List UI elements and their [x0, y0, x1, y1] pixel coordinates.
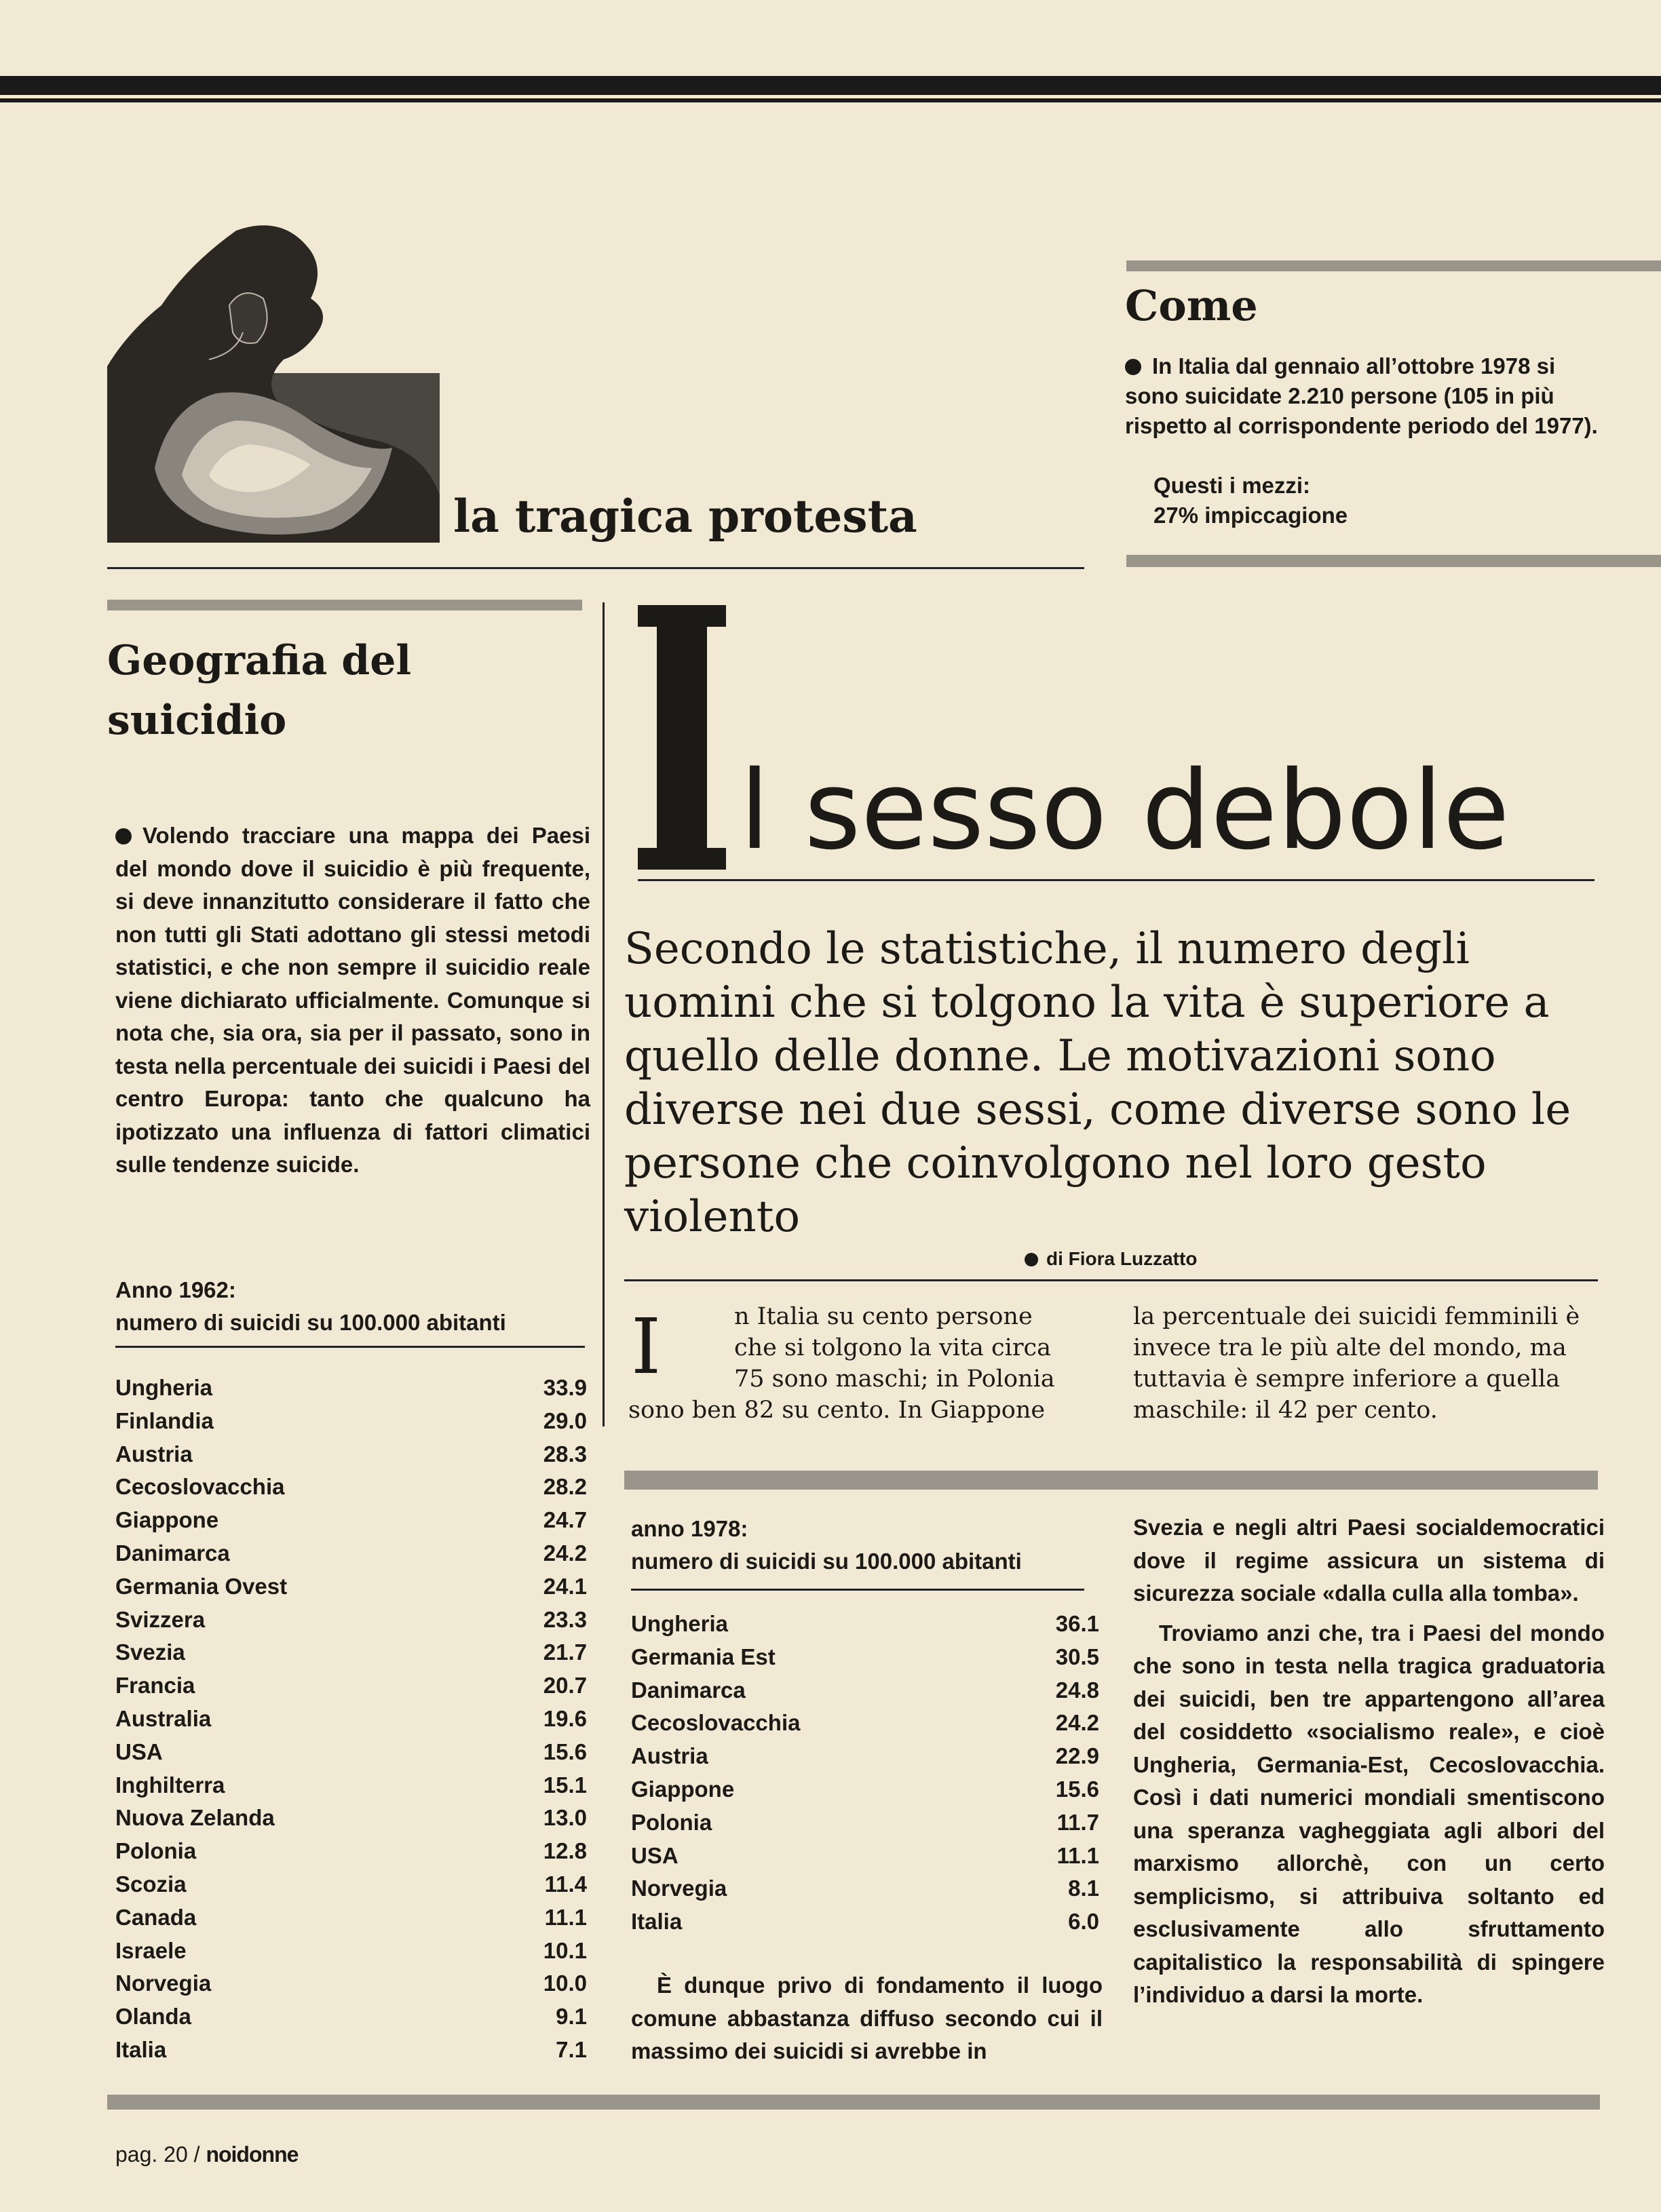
come-top-bar [1126, 260, 1661, 271]
table-row: Danimarca 24.8 [631, 1677, 1099, 1703]
table-row: Norvegia 8.1 [631, 1876, 1099, 1901]
table-row: Finlandia 29.0 [115, 1408, 587, 1433]
table-1962 [115, 1372, 587, 2067]
page-number: pag. 20 / [115, 2142, 200, 2167]
section-kicker: la tragica protesta [453, 490, 917, 543]
byline: di Fiora Luzzatto [1025, 1248, 1197, 1270]
table-row: Polonia 11.7 [631, 1809, 1099, 1835]
table-1978 [631, 1608, 1099, 1939]
right-column-text [1133, 1511, 1605, 2012]
table-row: Inghilterra 15.1 [115, 1772, 587, 1798]
table-row: Polonia 12.8 [115, 1838, 587, 1864]
byline-rule [624, 1279, 1598, 1281]
table-1978-rule [631, 1589, 1084, 1591]
body-paragraph-1: n Italia su cento persone che si tolgono la vita circa 75 sono maschi; in Polonia sono ben 82 su cento. In Giappone [628, 1303, 1055, 1424]
come-bottom-bar [1126, 555, 1661, 567]
top-rule-thin [0, 98, 1661, 102]
table-row: USA 15.6 [115, 1739, 587, 1764]
table-row: Austria 28.3 [115, 1441, 587, 1467]
table-1962-title: Anno 1962: numero di suicidi su 100.000 abitanti [115, 1277, 506, 1335]
table-row: Israele 10.1 [115, 1937, 587, 1963]
table-1962-rule [115, 1346, 585, 1348]
table-row: Italia 6.0 [631, 1909, 1099, 1935]
table-row: Australia 19.6 [115, 1705, 587, 1731]
table-row: Danimarca 24.2 [115, 1540, 587, 1566]
table-row: Olanda 9.1 [115, 2004, 587, 2030]
table-row: Giappone 15.6 [631, 1776, 1099, 1802]
table-row: Germania Ovest 24.1 [115, 1573, 587, 1599]
footer [115, 2142, 298, 2167]
come-sub: Questi i mezzi: 27% impiccagione [1153, 473, 1348, 528]
table-1978-title: anno 1978: numero di suicidi su 100.000 abitanti [631, 1516, 1022, 1574]
kicker-rule [107, 567, 1084, 569]
body-paragraph-3: È dunque privo di fondamento il luogo comune abbastanza diffuso secondo cui il massimo dei suicidi si avrebbe in [631, 1973, 1103, 2063]
table-row: Norvegia 10.0 [115, 1971, 587, 1996]
table-row: Cecoslovacchia 24.2 [631, 1710, 1099, 1736]
table-row: USA 11.1 [631, 1842, 1099, 1868]
geografia-bar [107, 600, 582, 610]
table-row: Germania Est 30.5 [631, 1644, 1099, 1669]
bullet-icon [1025, 1253, 1038, 1266]
right-paragraph-1: Svezia e negli altri Paesi socialdemocratici dove il regime assicura un sistema di sicurezza sociale «dalla culla alla tomba». [1133, 1515, 1605, 1606]
magazine-brand: noidonne [206, 2142, 299, 2167]
table-row: Giappone 24.7 [115, 1507, 587, 1533]
table-row: Svezia 21.7 [115, 1639, 587, 1665]
come-title: Come [1125, 281, 1258, 330]
headline-drop-letter [638, 605, 726, 870]
table-row: Ungheria 33.9 [115, 1375, 587, 1400]
bullet-icon [115, 828, 132, 845]
table-row: Svizzera 23.3 [115, 1606, 587, 1632]
table-row: Cecoslovacchia 28.2 [115, 1474, 587, 1500]
standfirst: Secondo le statistiche, il numero degli uomini che si tolgono la vita è superiore a quello delle donne. Le motivazioni sono diverse nei due sessi, come diverse sono le persone che coinvolgono nel loro gesto violento [624, 924, 1571, 1242]
silhouette-illustration [107, 224, 440, 543]
headline: l sesso debole [740, 747, 1510, 874]
table-row: Ungheria 36.1 [631, 1611, 1099, 1636]
table-row: Nuova Zelanda 13.0 [115, 1805, 587, 1831]
table-row: Scozia 11.4 [115, 1871, 587, 1897]
mid-bar [624, 1471, 1598, 1490]
bullet-icon [1125, 359, 1141, 375]
headline-rule [638, 879, 1595, 881]
top-rule [0, 76, 1661, 95]
table-row: Austria 22.9 [631, 1743, 1099, 1769]
body-drop-letter: I [631, 1303, 662, 1391]
geografia-title: Geografia del suicidio [107, 637, 412, 744]
table-row: Francia 20.7 [115, 1673, 587, 1699]
come-text: In Italia dal gennaio all’ottobre 1978 si sono suicidate 2.210 persone (105 in più rispetto al corrispondente periodo del 1977). [1125, 353, 1598, 438]
body-paragraph-2: la percentuale dei suicidi femminili è invece tra le più alte del mondo, ma tuttavia è sempre inferiore a quella maschile: il 42 per cento. [1133, 1303, 1580, 1424]
column-divider [603, 602, 605, 1427]
right-paragraph-2: Troviamo anzi che, tra i Paesi del mondo che sono in testa nella tragica graduatoria dei suicidi, ben tre appartengono all’area del cosiddetto «socialismo reale», e cioè Ungheria, Germania-Est, Cecoslovacchia. Così i dati numerici mondiali smentiscono una speranza vagheggiata agli albori del marxismo allorchè, con un certo semplicismo, si attribuiva soltanto ed esclusivamente allo sfruttamento capitalistico la responsabilità di spingere l’individuo a darsi la morte. [1133, 1620, 1605, 2007]
geografia-text: Volendo tracciare una mappa dei Paesi del mondo dove il suicidio è più frequente, si deve innanzitutto considerare il fatto che non tutti gli Stati adottano gli stessi metodi statistici, e che non sempre il suicidio reale viene dichiarato ufficialmente. Comunque si nota che, sia ora, sia per il passato, sono in testa nella percentuale dei suicidi i Paesi del centro Europa: tanto che qualcuno ha ipotizzato una influenza di fattori climatici sulle tendenze suicide. [115, 823, 590, 1177]
table-row: Italia 7.1 [115, 2036, 587, 2062]
bottom-bar [107, 2095, 1600, 2110]
table-row: Canada 11.1 [115, 1904, 587, 1930]
